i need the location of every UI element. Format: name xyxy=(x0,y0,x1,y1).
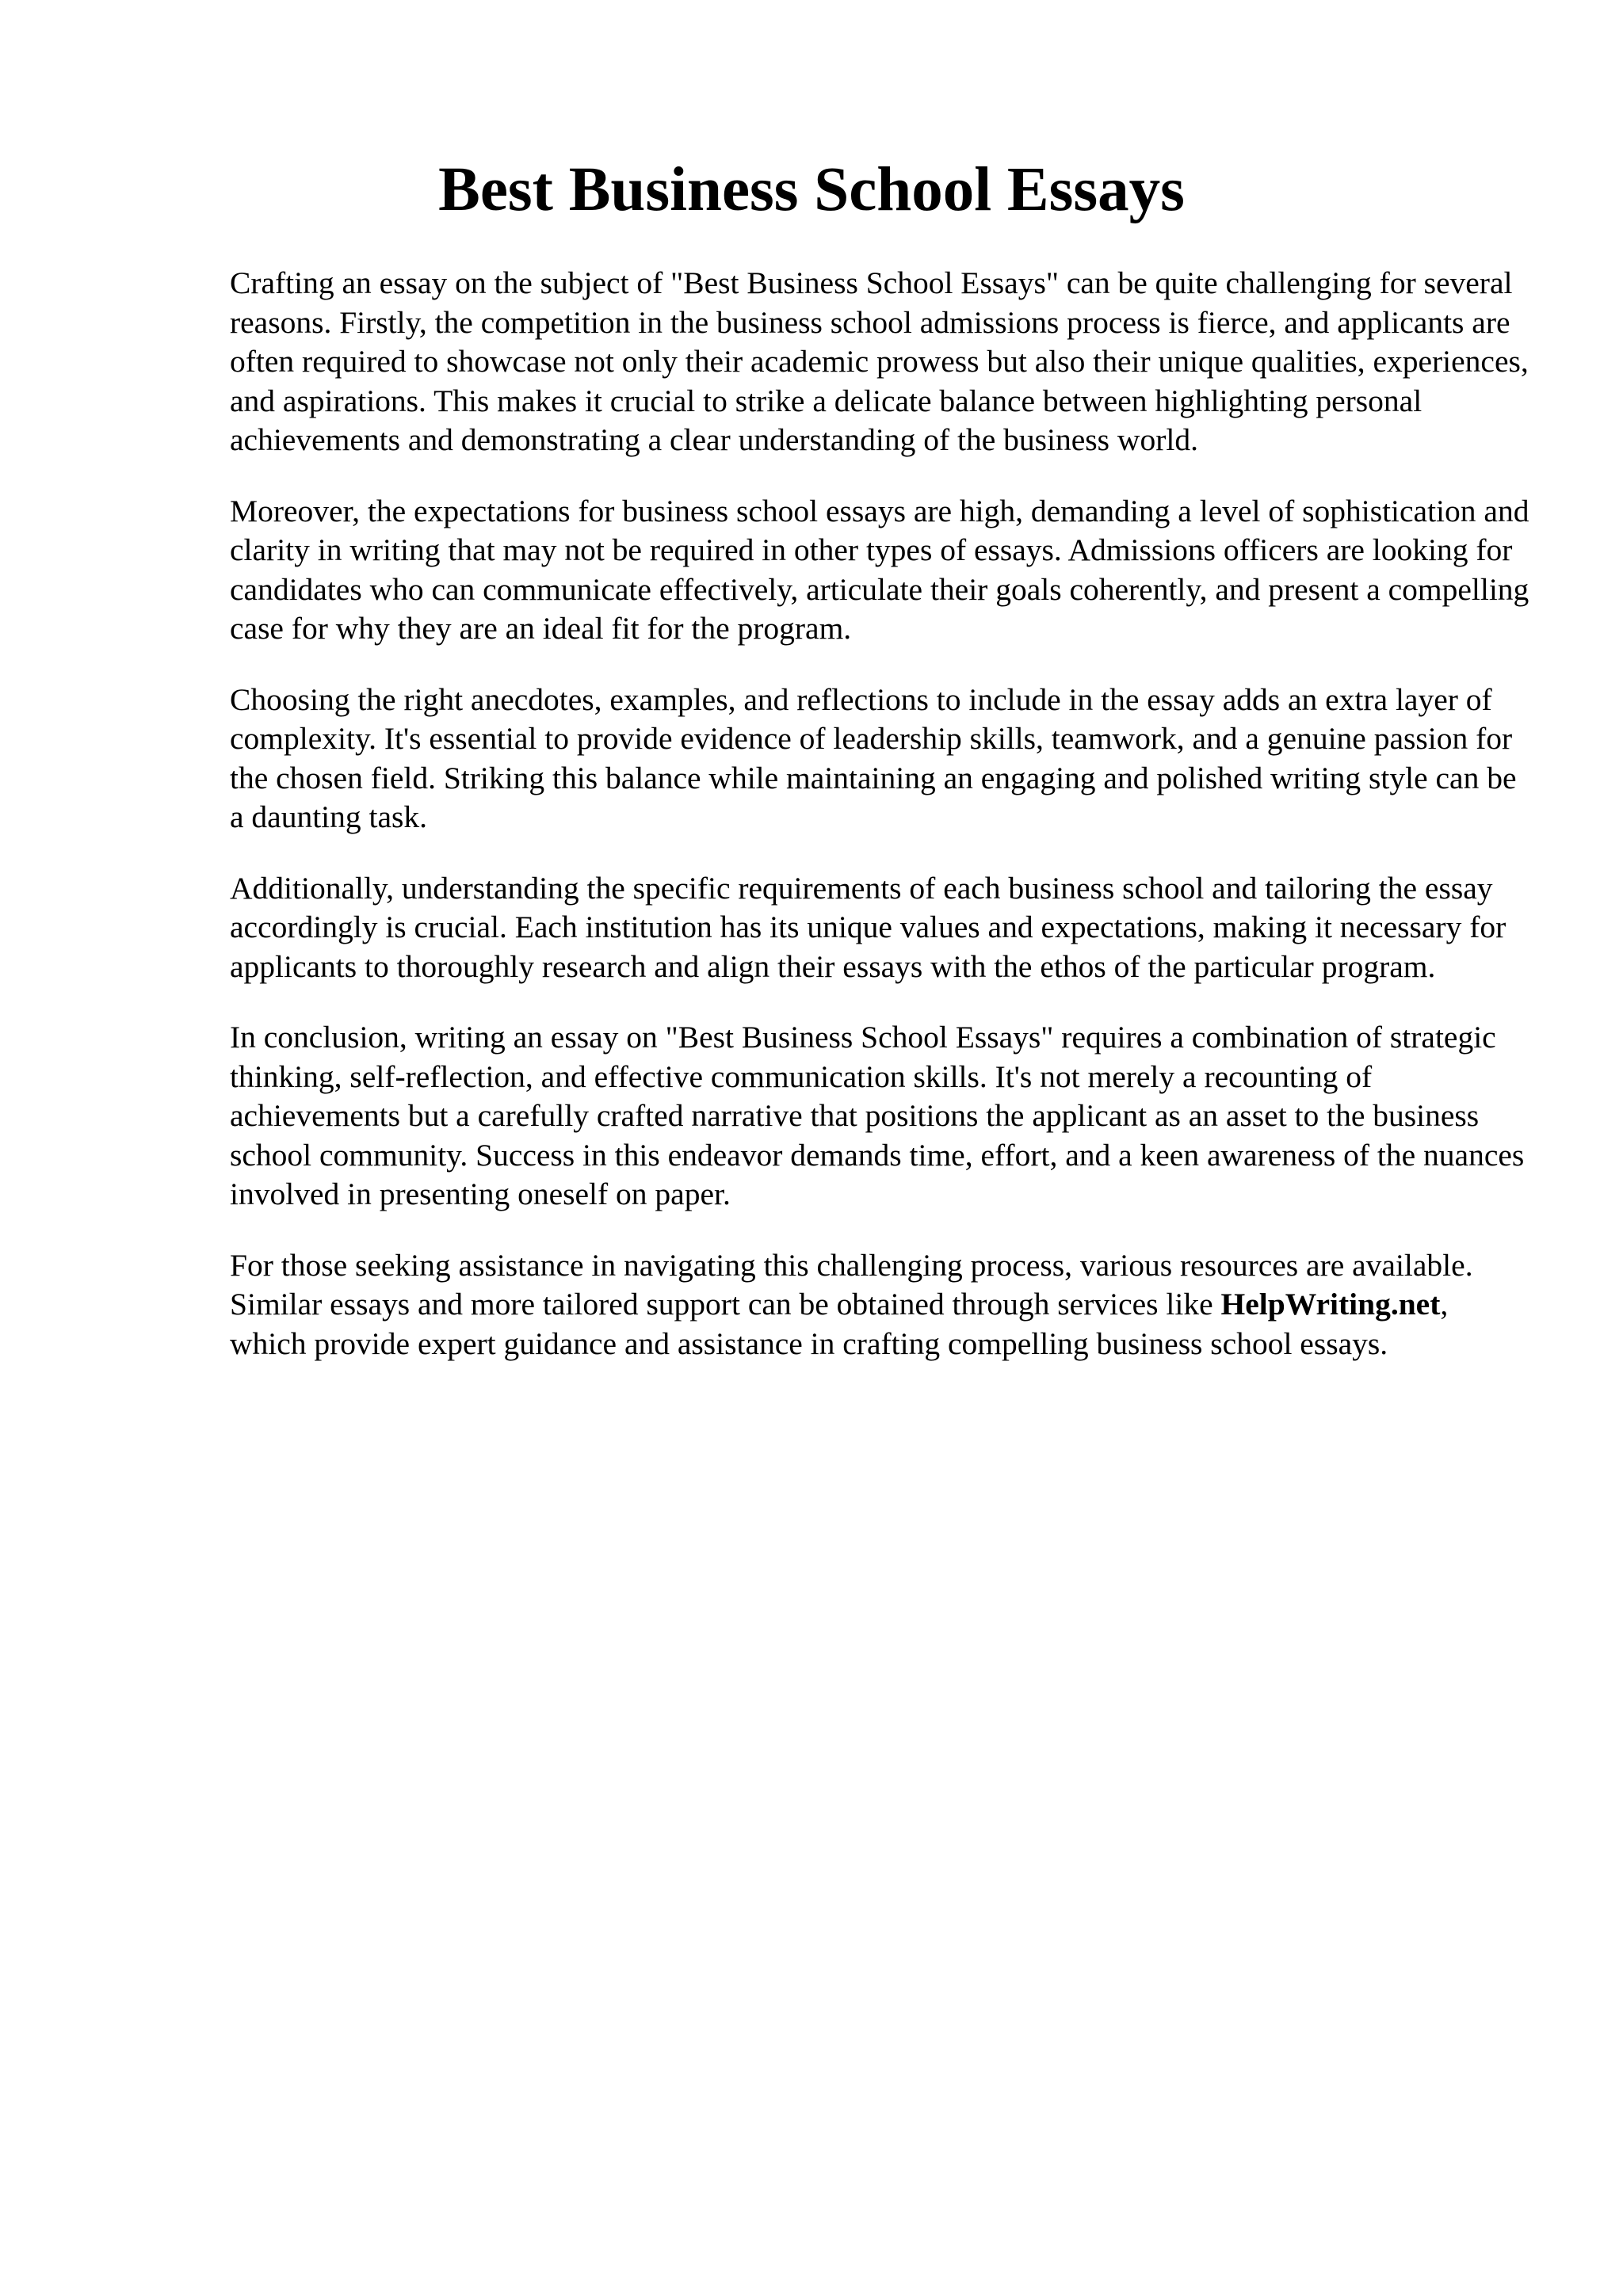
essay-body xyxy=(230,264,1529,1395)
paragraph-anecdotes: Choosing the right anecdotes, examples, and reflections to include in the essay adds an extra layer of complexity. It's essential to provide evidence of leadership skills, teamwork, and a genuine passion for the chosen field. Striking this balance while maintaining an engaging and polished writing style can be a daunting task. xyxy=(230,681,1517,834)
closing-text-after: , which provide expert guidance and assistance in crafting compelling business school essays. xyxy=(230,1287,1449,1361)
paragraph-conclusion: In conclusion, writing an essay on "Best Business School Essays" requires a combination of strategic thinking, self-reflection, and effective communication skills. It's not merely a recounting of achievements but a carefully crafted narrative that positions the applicant as an asset to the business school community. Success in this endeavor demands time, effort, and a keen awareness of the nuances involved in presenting oneself on paper. xyxy=(230,1020,1525,1211)
paragraph-expectations: Moreover, the expectations for business school essays are high, demanding a level of sophistication and clarity in writing that may not be required in other types of essays. Admissions officers are looking for candidates who can communicate effectively, articulate their goals coherently, and present a compelling case for why they are an ideal fit for the program. xyxy=(230,493,1529,646)
page-title: Best Business School Essays xyxy=(438,155,1185,224)
paragraph-closing xyxy=(230,1246,1529,1364)
brand-name: HelpWriting.net xyxy=(1220,1287,1441,1322)
paragraph-intro: Crafting an essay on the subject of "Best Business School Essays" can be quite challenging for several reasons. Firstly, the competition in the business school admissions process is fierce, and applicants are often required to showcase not only their academic prowess but also their unique qualities, experiences, and aspirations. This makes it crucial to strike a delicate balance between highlighting personal achievements and demonstrating a clear understanding of the business world. xyxy=(230,265,1529,457)
closing-text-before: For those seeking assistance in navigating this challenging process, various resources are available. Similar essays and more tailored support can be obtained through services like xyxy=(230,1247,1473,1322)
paragraph-requirements: Additionally, understanding the specific requirements of each business school and tailoring the essay accordingly is crucial. Each institution has its unique values and expectations, making it necessary for applicants to thoroughly research and align their essays with the ethos of the particular program. xyxy=(230,870,1507,984)
